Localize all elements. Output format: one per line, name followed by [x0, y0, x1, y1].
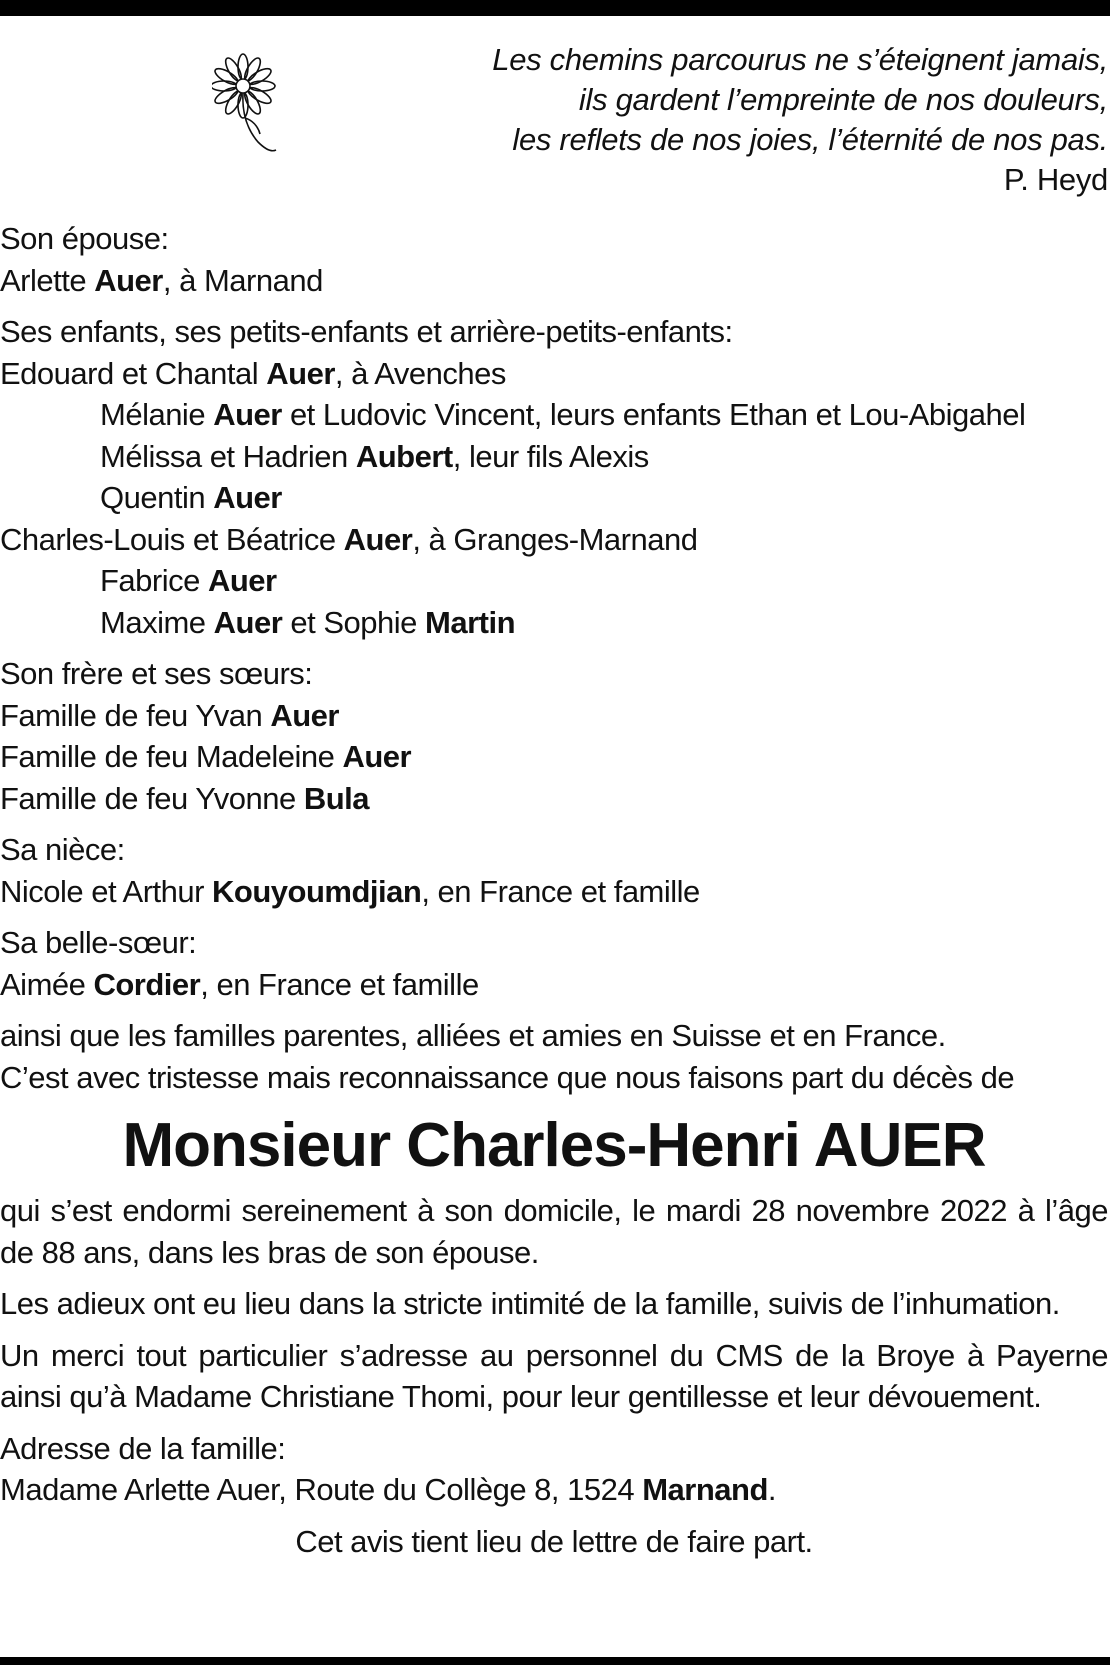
text: Famille de feu Yvan [0, 697, 271, 733]
surname: Auer [213, 397, 282, 432]
deceased-name: Monsieur Charles-Henri AUER [122, 1111, 986, 1180]
grandchild-line [0, 394, 1108, 436]
niece-line [0, 871, 1108, 913]
address-line [0, 1469, 1108, 1511]
farewell-paragraph: Les adieux ont eu lieu dans la stricte intimité de la famille, suivis de l’inhumation. [0, 1286, 1060, 1321]
text: Edouard et Chantal [0, 355, 267, 391]
children-heading: Ses enfants, ses petits-enfants et arrière-petits-enfants: [0, 314, 733, 349]
text: Maxime [100, 604, 214, 640]
text: , leur fils Alexis [452, 438, 649, 474]
quote-author: P. Heyd [1003, 162, 1108, 197]
spouse-line [0, 260, 1108, 302]
grandchild-line [0, 602, 1108, 644]
grandchild-line [0, 436, 1108, 478]
death-paragraph: qui s’est endormi sereinement à son domicile, le mardi 28 novembre 2022 à l’âge de 88 ans, dans les bras de son épouse. [0, 1193, 1108, 1270]
surname: Auer [266, 355, 335, 391]
text: et Sophie [282, 604, 425, 640]
surname: Auer [207, 563, 277, 598]
surname: Auer [213, 480, 282, 515]
text: , à Avenches [334, 355, 506, 391]
spouse-surname: Auer [94, 262, 163, 298]
surname: Auer [342, 739, 412, 774]
text: Mélanie [100, 397, 214, 432]
text: Quentin [100, 480, 214, 515]
text: Charles-Louis et Béatrice [0, 521, 344, 557]
epigraph-quote [388, 40, 1108, 200]
siblings-heading: Son frère et ses sœurs: [0, 656, 313, 691]
closing-note: Cet avis tient lieu de lettre de faire part. [295, 1523, 813, 1559]
sibling-line [0, 695, 1108, 737]
text: Mélissa et Hadrien [100, 438, 356, 474]
surname: Auer [343, 521, 413, 557]
children-section [0, 311, 1108, 643]
text: Fabrice [100, 563, 208, 598]
spouse-heading: Son épouse: [0, 221, 169, 256]
quote-line: les reflets de nos joies, l’éternité de nos pas. [512, 122, 1108, 157]
family-line [0, 353, 1108, 395]
announce-line: C’est avec tristesse mais reconnaissance que nous faisons part du décès de [0, 1059, 1015, 1095]
announcement-section [0, 1015, 1108, 1098]
sister-in-law-heading: Sa belle-sœur: [0, 925, 197, 960]
niece-section [0, 829, 1108, 912]
surname: Martin [425, 604, 515, 640]
obituary-body [0, 218, 1108, 1562]
family-line [0, 519, 1108, 561]
text: . [767, 1472, 777, 1507]
surname: Kouyoumdjian [212, 873, 422, 909]
sister-in-law-section [0, 922, 1108, 1005]
siblings-section [0, 653, 1108, 819]
families-line: ainsi que les familles parentes, alliées et amies en Suisse et en France. [0, 1018, 946, 1053]
quote-line: Les chemins parcourus ne s’éteignent jamais, [492, 42, 1108, 77]
quote-line: ils gardent l’empreinte de nos douleurs, [578, 82, 1108, 117]
surname: Aubert [355, 438, 453, 474]
sister-in-law-line [0, 964, 1108, 1006]
spouse-place: , à Marnand [162, 262, 323, 298]
surname: Bula [303, 780, 369, 816]
bottom-rule [0, 1657, 1110, 1665]
thanks-paragraph: Un merci tout particulier s’adresse au personnel du CMS de la Broye à Payerne ainsi qu’à Madame Christiane Thomi, pour leur gentillesse et leur dévouement. [0, 1337, 1108, 1414]
text: et Ludovic Vincent, leurs enfants Ethan et Lou-Abigahel [281, 397, 1026, 432]
text: Madame Arlette Auer, Route du Collège 8, 1524 [0, 1472, 643, 1507]
spouse-section [0, 218, 1108, 301]
spouse-first-name: Arlette [0, 262, 87, 298]
text: , en France et famille [200, 966, 479, 1002]
text: Aimée [0, 966, 94, 1002]
address-section [0, 1428, 1108, 1511]
flower-icon [212, 46, 298, 166]
surname: Auer [213, 604, 283, 640]
text: Famille de feu Madeleine [0, 739, 343, 774]
grandchild-line [0, 477, 1108, 519]
city: Marnand [642, 1472, 768, 1507]
text: Nicole et Arthur [0, 873, 213, 909]
text: , en France et famille [421, 873, 700, 909]
text: Famille de feu Yvonne [0, 780, 304, 816]
surname: Cordier [93, 966, 201, 1002]
surname: Auer [270, 697, 339, 733]
address-heading: Adresse de la famille: [0, 1430, 286, 1466]
grandchild-line [0, 560, 1108, 602]
text: , à Granges-Marnand [412, 521, 698, 557]
sibling-line [0, 736, 1108, 778]
sibling-line [0, 778, 1108, 820]
top-rule [0, 0, 1110, 16]
niece-heading: Sa nièce: [0, 832, 125, 867]
